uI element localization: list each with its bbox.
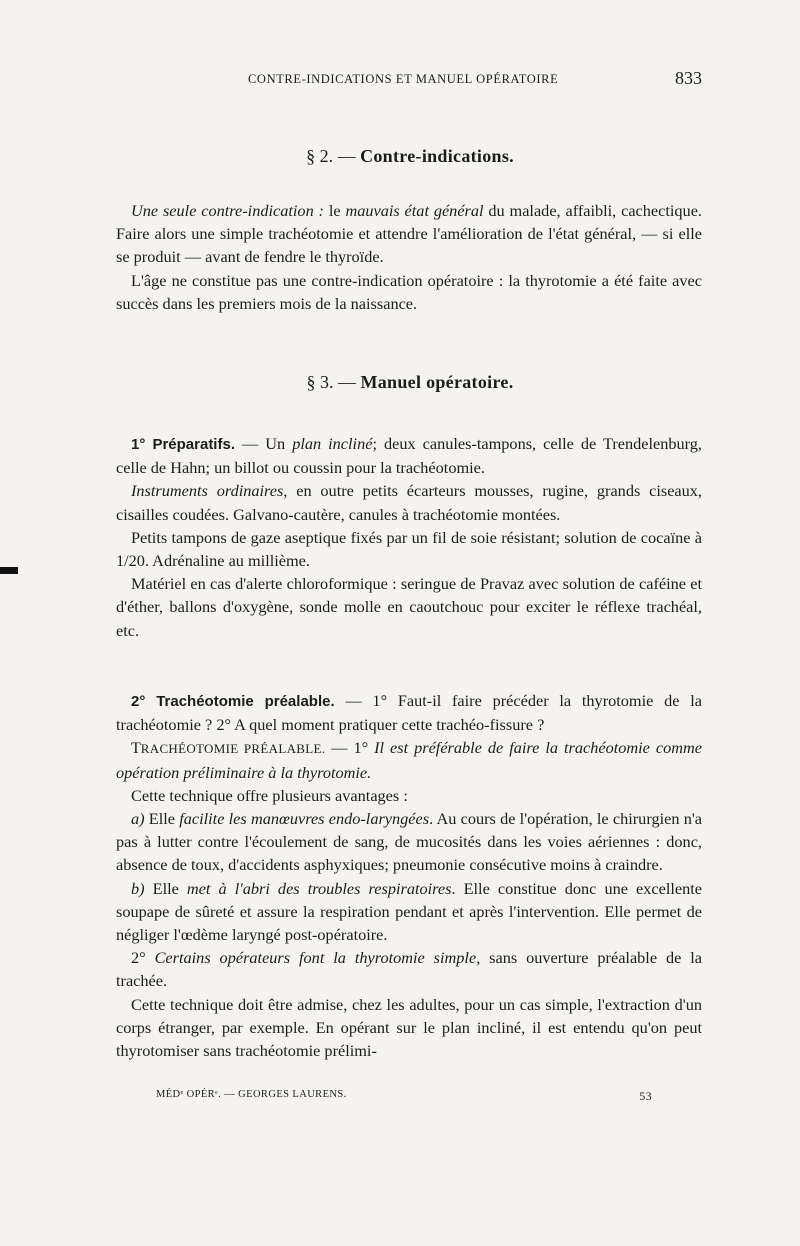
paragraph: L'âge ne constitue pas une contre-indication opératoire : la thyrotomie a été faite avec succès dans les premiers mois de la naissance. — [116, 270, 702, 313]
text: — 1° Faut-il faire précéder la thyrotomie de la trachéotomie ? 2° A quel moment pratiquer cette trachéo-fissure ? — [116, 691, 702, 735]
paragraph — [116, 432, 702, 479]
italic-phrase: Il est préférable de faire la trachéotomie comme opération préliminaire à la thyrotomie. — [116, 738, 702, 782]
run-in-heading: 2° Trachéotomie préalable. — [131, 693, 335, 710]
paragraph — [116, 807, 702, 877]
italic-phrase: Certains opérateurs font la thyrotomie simple — [145, 948, 477, 968]
text: ; deux canules-tampons, celle de Trendelenburg, celle de Hahn; un billot ou coussin pour la trachéotomie. — [116, 434, 702, 478]
text: . Au cours de l'opération, le chirurgien n'a pas à lutter contre l'écoulement de sang, de mucosités dans les voies aériennes : donc, absence de toux, d'accidents asphyxiques; pneumonie consécutive moins à craindre. — [116, 809, 702, 875]
paragraph: Matériel en cas d'alerte chloroformique : seringue de Pravaz avec solution de caféine et d'éther, ballons d'oxygène, sonde molle en caoutchouc pour exciter le réflexe trachéal, etc. — [116, 574, 702, 640]
heading-prefix: § 2. — — [306, 146, 361, 166]
text: . Elle constitue donc une excellente soupape de sûreté et assure la respiration pendant et après l'intervention. Elle permet de négliger l'œdème laryngé post-opératoire. — [116, 878, 703, 945]
paragraph — [116, 689, 702, 736]
list-marker: b) — [131, 878, 145, 898]
text: — 1° — [325, 738, 375, 758]
heading-contre-indications — [118, 146, 702, 167]
section-contre-indications — [116, 199, 702, 315]
small-caps-text: RACHÉOTOMIE PRÉALABLE. — [140, 741, 326, 757]
heading-manuel-operatoire — [118, 372, 702, 393]
paragraph: Cette technique offre plusieurs avantages : — [131, 785, 408, 805]
page-footer — [156, 1089, 652, 1103]
text: du malade, affaibli, cachectique. Faire alors une simple trachéotomie et attendre l'amélioration de l'état général, — si elle se produit — avant de fendre le thyroïde. — [116, 201, 702, 267]
running-title: CONTRE-INDICATIONS ET MANUEL OPÉRATOIRE — [248, 72, 559, 86]
text: , en outre petits écarteurs mousses, rugine, grands ciseaux, cisailles coudées. Galvano-cautère, canules à trachéotomie montées. — [116, 481, 703, 524]
heading-title: Contre-indications. — [360, 146, 514, 166]
italic-phrase: facilite les manœuvres endo-laryngées — [179, 809, 430, 829]
small-caps-initial: T — [131, 740, 141, 758]
section-tracheotomie — [116, 689, 702, 1062]
text: , sans ouverture préalable de la trachée. — [116, 948, 702, 991]
paragraph: Petits tampons de gaze aseptique fixés par un fil de soie résistant; solution de cocaïne à 1/20. Adrénaline au millième. — [116, 527, 702, 571]
heading-title: Manuel opératoire. — [360, 372, 514, 392]
italic-phrase: plan incliné — [292, 434, 373, 453]
paragraph — [116, 736, 702, 783]
text: Elle — [144, 878, 187, 898]
paragraph — [116, 199, 702, 269]
paragraph — [116, 946, 702, 992]
signature-number: 53 — [639, 1089, 652, 1103]
page-number: 833 — [675, 68, 702, 88]
paragraph — [116, 877, 702, 947]
italic-phrase: Une seule contre-indication : — [131, 201, 324, 220]
text: Elle — [144, 809, 180, 829]
text: le — [323, 201, 346, 220]
list-marker: 2° — [131, 948, 146, 968]
list-marker: a) — [131, 809, 145, 829]
scan-edge-mark — [0, 567, 18, 574]
italic-phrase: Instruments ordinaires — [131, 481, 284, 501]
paragraph: Cette technique doit être admise, chez les adultes, pour un cas simple, l'extraction d'un corps étranger, par exemple. En opérant sur le plan incliné, il est entendu qu'on peut thyrotomiser sans trachéotomie prélimi- — [116, 994, 702, 1061]
italic-phrase: met à l'abri des troubles respiratoires — [186, 878, 452, 898]
running-header — [118, 66, 702, 94]
section-preparatifs — [116, 432, 702, 642]
footer-signature: MÉDᵉ OPÉRᵉ. — GEORGES LAURENS. — [156, 1089, 347, 1100]
paragraph — [116, 479, 702, 525]
italic-phrase: mauvais état général — [345, 201, 484, 220]
heading-prefix: § 3. — — [306, 372, 361, 392]
text: — Un — [234, 434, 293, 453]
run-in-heading: 1° Préparatifs. — [131, 436, 235, 453]
